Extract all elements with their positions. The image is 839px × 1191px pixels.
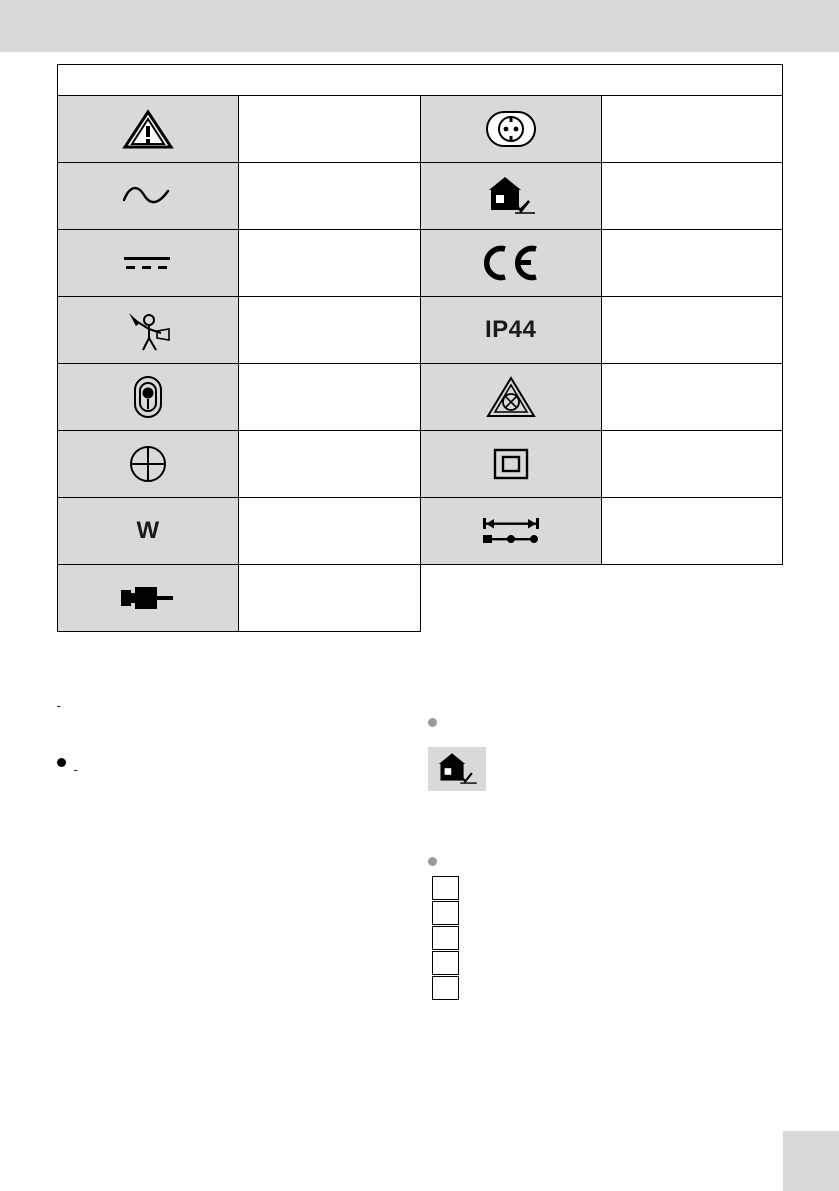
symbol-legend-table [57, 64, 783, 632]
legend-text-right-4 [601, 297, 782, 364]
ip44-text: IP44 [484, 316, 537, 343]
do-not-dispose-triangle-icon-svg [484, 374, 538, 420]
read-instructions-icon [58, 297, 239, 364]
list-item [432, 876, 459, 900]
cable-length-icon-svg [476, 514, 546, 548]
list-item [432, 976, 459, 1000]
cable-length-icon [420, 498, 601, 565]
table-row [58, 364, 783, 431]
ip44-rating-label [420, 297, 601, 364]
left-column [57, 690, 397, 790]
alternating-current-icon-svg [118, 183, 178, 209]
socket-outlet-icon-svg [484, 109, 538, 149]
bullet-icon [57, 758, 66, 767]
legend-text-right-1 [601, 96, 782, 163]
legend-header-row [58, 65, 783, 96]
bullet-icon [428, 857, 437, 866]
direct-current-icon-svg [118, 250, 178, 276]
do-not-dispose-triangle-icon [420, 364, 601, 431]
ce-mark-icon-svg [478, 243, 544, 283]
legend-header-cell [58, 65, 783, 96]
legend-empty-cell-b [601, 565, 782, 632]
lamp-bulb-icon-svg [125, 442, 171, 486]
ce-mark-icon [420, 230, 601, 297]
legend-text-left-4 [239, 297, 420, 364]
legend-text-left-8 [239, 565, 420, 632]
legend-text-right-5 [601, 364, 782, 431]
watt-text: W [136, 517, 160, 544]
warning-triangle-icon-svg [122, 108, 174, 150]
left-bullet-item [57, 754, 397, 770]
bullet-icon [428, 718, 437, 727]
lamp-bulb-icon [58, 431, 239, 498]
mains-plug-icon [58, 565, 239, 632]
page-top-band [0, 0, 839, 52]
transformer-icon-svg [126, 373, 170, 421]
table-row [58, 565, 783, 632]
right-bullet-item-1 [428, 714, 784, 727]
left-section-heading [57, 690, 229, 706]
legend-text-left-6 [239, 431, 420, 498]
table-row [58, 230, 783, 297]
mains-plug-icon-svg [117, 583, 179, 613]
transformer-icon [58, 364, 239, 431]
warning-triangle-icon [58, 96, 239, 163]
legend-text-left-7 [239, 498, 420, 565]
class-ii-double-square-icon [420, 431, 601, 498]
legend-text-left-3 [239, 230, 420, 297]
page-footer-band [783, 1131, 839, 1191]
legend-text-right-6 [601, 431, 782, 498]
table-row [58, 498, 783, 565]
watt-label [58, 498, 239, 565]
alternating-current-icon [58, 163, 239, 230]
legend-text-right-2 [601, 163, 782, 230]
recycling-house-icon [428, 747, 486, 791]
list-item [432, 926, 459, 950]
legend-text-right-3 [601, 230, 782, 297]
legend-text-right-7 [601, 498, 782, 565]
read-instructions-icon-svg [123, 307, 173, 353]
table-row [58, 163, 783, 230]
legend-text-left-2 [239, 163, 420, 230]
recycling-house-icon [420, 163, 601, 230]
list-item [432, 901, 459, 925]
socket-outlet-icon [420, 96, 601, 163]
right-bullet-item-2 [428, 853, 784, 866]
legend-text-left-1 [239, 96, 420, 163]
class-ii-double-square-icon-svg [491, 447, 531, 481]
recycling-house-icon-svg [483, 173, 539, 219]
material-swatch-list [432, 876, 784, 1000]
direct-current-icon [58, 230, 239, 297]
lower-content [0, 690, 839, 1110]
table-row [58, 96, 783, 163]
right-column [428, 690, 784, 1001]
table-row [58, 431, 783, 498]
table-row [58, 297, 783, 364]
list-item [432, 951, 459, 975]
legend-empty-cell-a [420, 565, 601, 632]
left-subsection-heading [74, 754, 198, 770]
legend-text-left-5 [239, 364, 420, 431]
recycling-house-icon-svg [432, 750, 482, 788]
